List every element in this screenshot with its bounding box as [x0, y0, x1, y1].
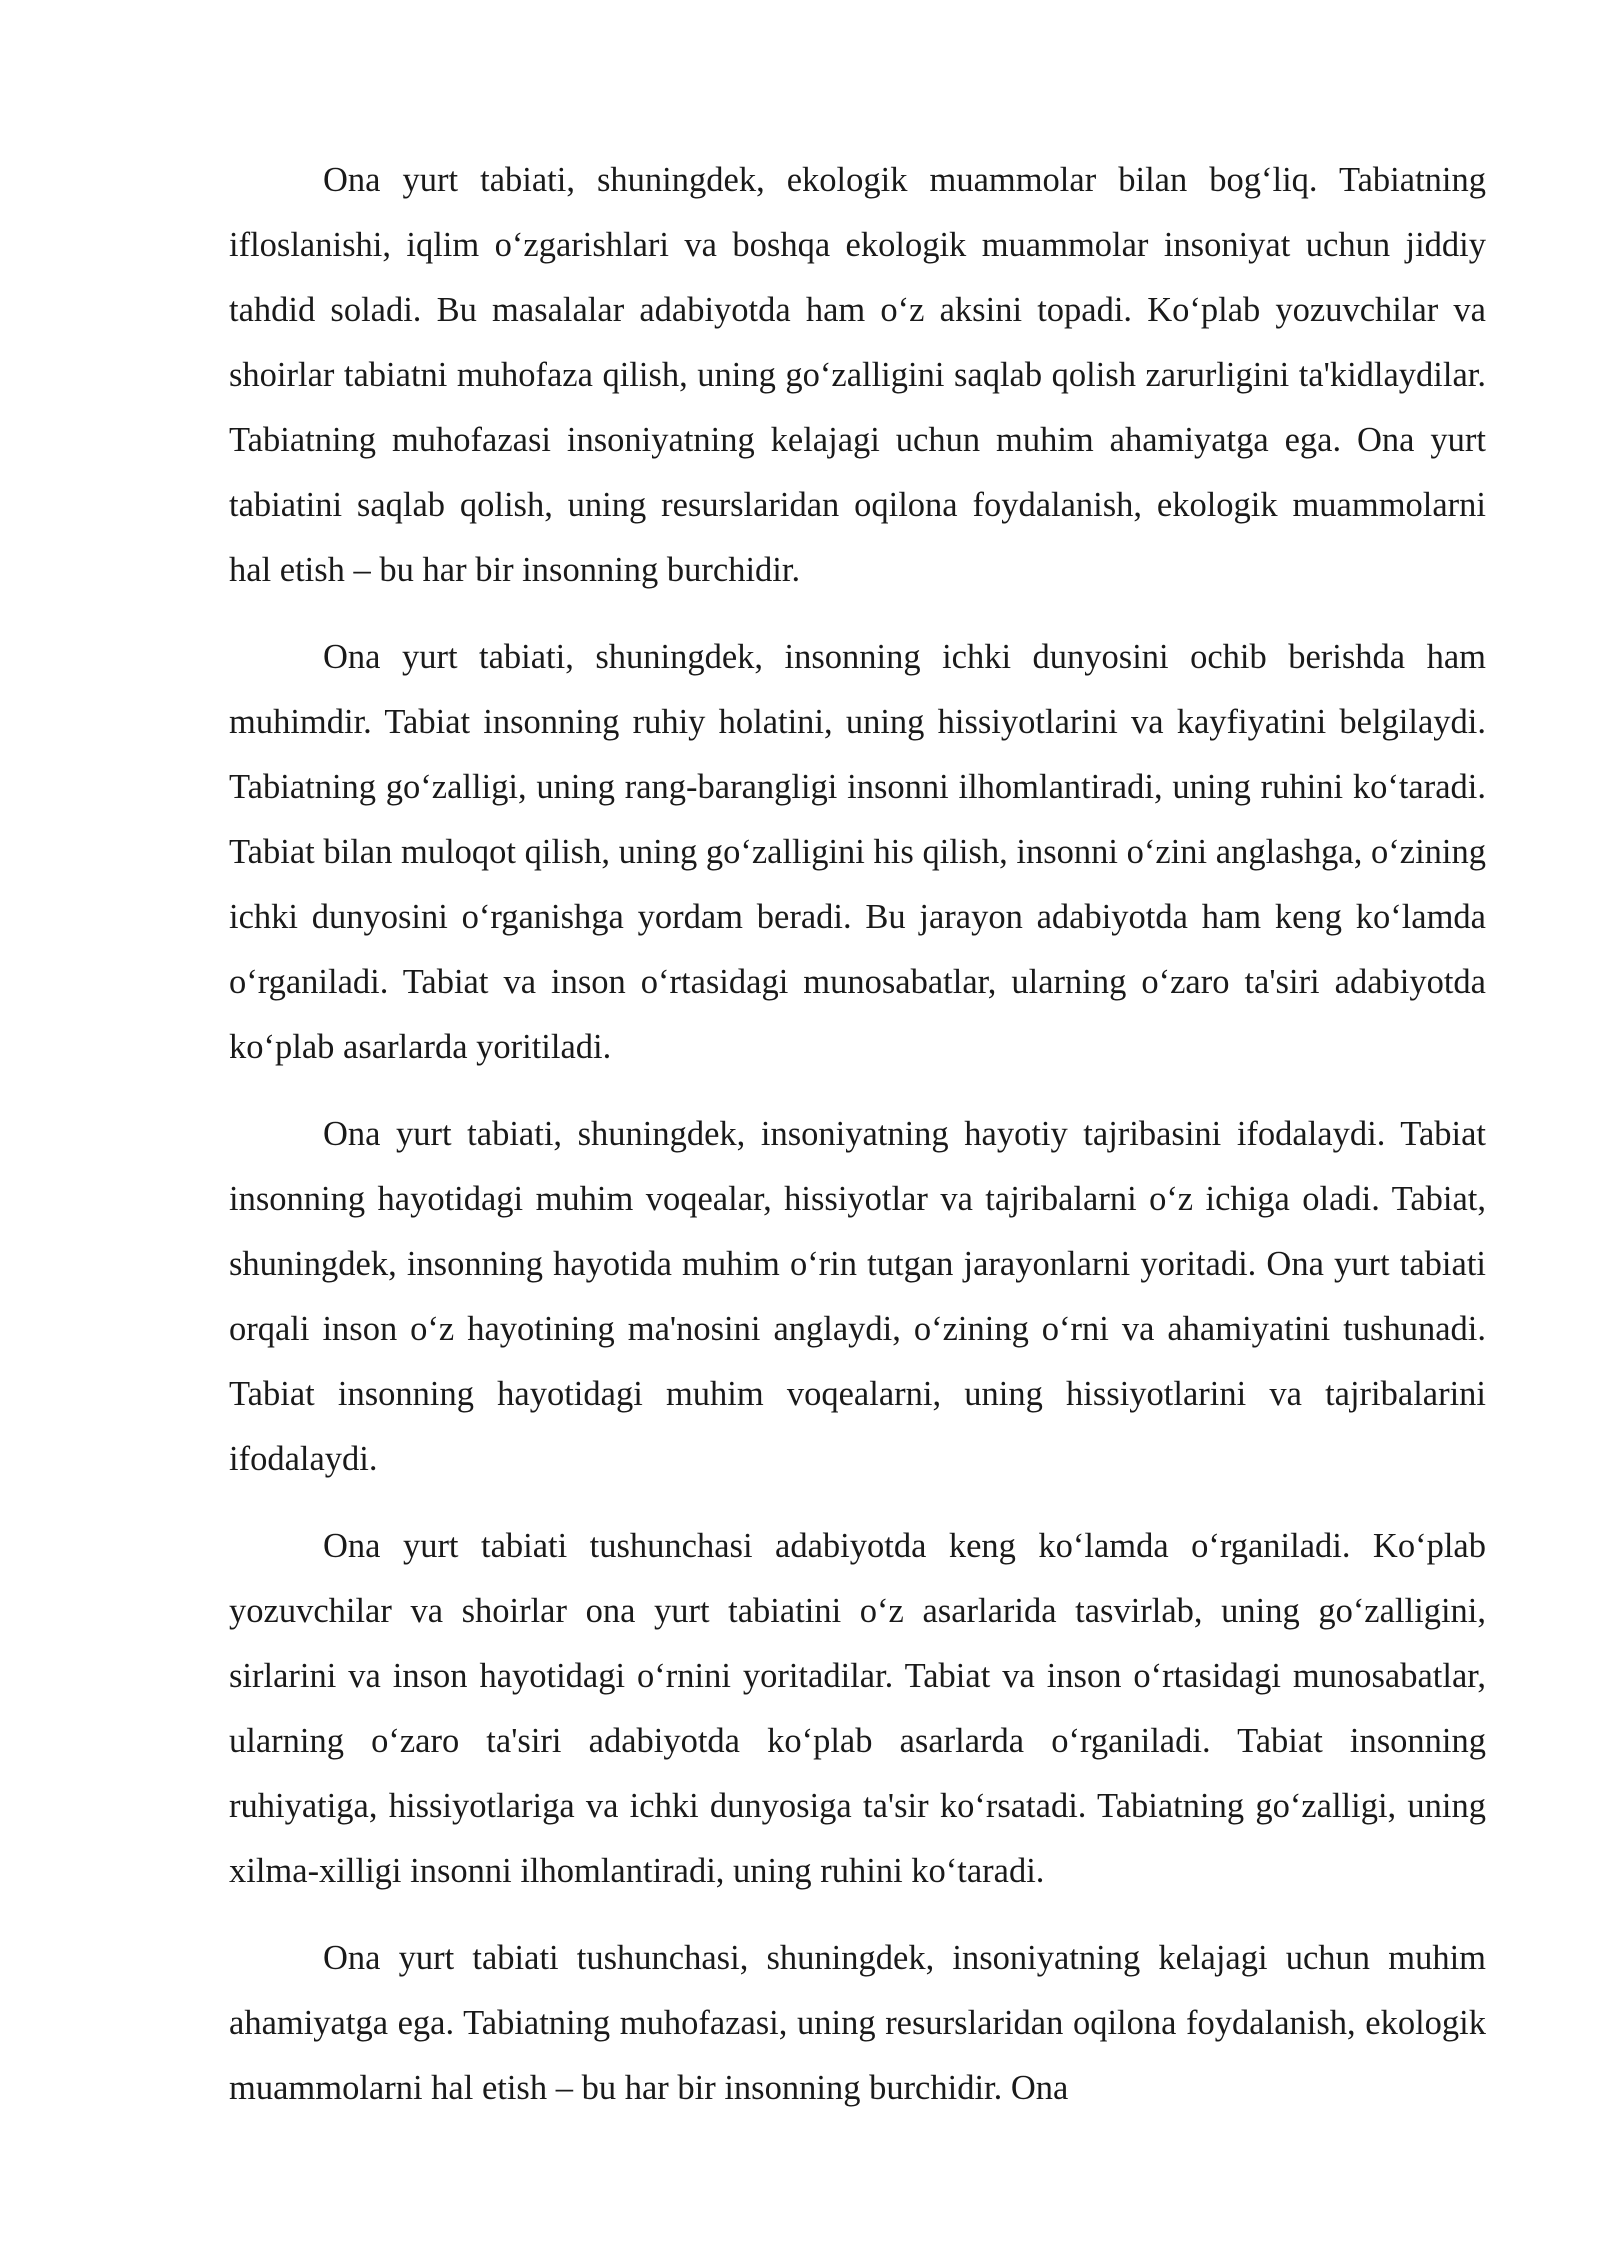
paragraph-5: Ona yurt tabiati tushunchasi, shuningdek, insoniyatning kelajagi uchun muhim ahamiyatga ega. Tabiatning muhofazasi, uning resurslaridan oqilona foydalanish, ekologik muammolarni hal etish – bu har bir insonning burchidir. Ona [229, 1939, 1486, 2107]
paragraph-3: Ona yurt tabiati, shuningdek, insoniyatning hayotiy tajribasini ifodalaydi. Tabiat insonning hayotidagi muhim voqealar, hissiyotlar va tajribalarni o‘z ichiga oladi. Tabiat, shuningdek, insonning hayotida muhim o‘rin tutgan jarayonlarni yoritadi. Ona yurt tabiati orqali inson o‘z hayotining ma'nosini anglaydi, o‘zining o‘rni va ahamiyatini tushunadi. Tabiat insonning hayotidagi muhim voqealarni, uning hissiyotlarini va tajribalarini ifodalaydi. [229, 1115, 1486, 1478]
paragraph-4: Ona yurt tabiati tushunchasi adabiyotda keng ko‘lamda o‘rganiladi. Ko‘plab yozuvchilar va shoirlar ona yurt tabiatini o‘z asarlarida tasvirlab, uning go‘zalligini, sirlarini va inson hayotidagi o‘rnini yoritadilar. Tabiat va inson o‘rtasidagi munosabatlar, ularning o‘zaro ta'siri adabiyotda ko‘plab asarlarda o‘rganiladi. Tabiat insonning ruhiyatiga, hissiyotlariga va ichki dunyosiga ta'sir ko‘rsatadi. Tabiatning go‘zalligi, uning xilma-xilligi insonni ilhomlantiradi, uning ruhini ko‘taradi. [229, 1527, 1486, 1890]
paragraph-2: Ona yurt tabiati, shuningdek, insonning ichki dunyosini ochib berishda ham muhimdir. Tabiat insonning ruhiy holatini, uning hissiyotlarini va kayfiyatini belgilaydi. Tabiatning go‘zalligi, uning rang-barangligi insonni ilhomlantiradi, uning ruhini ko‘taradi. Tabiat bilan muloqot qilish, uning go‘zalligini his qilish, insonni o‘zini anglashga, o‘zining ichki dunyosini o‘rganishga yordam beradi. Bu jarayon adabiyotda ham keng ko‘lamda o‘rganiladi. Tabiat va inson o‘rtasidagi munosabatlar, ularning o‘zaro ta'siri adabiyotda ko‘plab asarlarda yoritiladi. [229, 638, 1486, 1066]
paragraph-1: Ona yurt tabiati, shuningdek, ekologik muammolar bilan bog‘liq. Tabiatning ifloslanishi, iqlim o‘zgarishlari va boshqa ekologik muammolar insoniyat uchun jiddiy tahdid soladi. Bu masalalar adabiyotda ham o‘z aksini topadi. Ko‘plab yozuvchilar va shoirlar tabiatni muhofaza qilish, uning go‘zalligini saqlab qolish zarurligini ta'kidlaydilar. Tabiatning muhofazasi insoniyatning kelajagi uchun muhim ahamiyatga ega. Ona yurt tabiatini saqlab qolish, uning resurslaridan oqilona foydalanish, ekologik muammolarni hal etish – bu har bir insonning burchidir. [229, 161, 1486, 589]
